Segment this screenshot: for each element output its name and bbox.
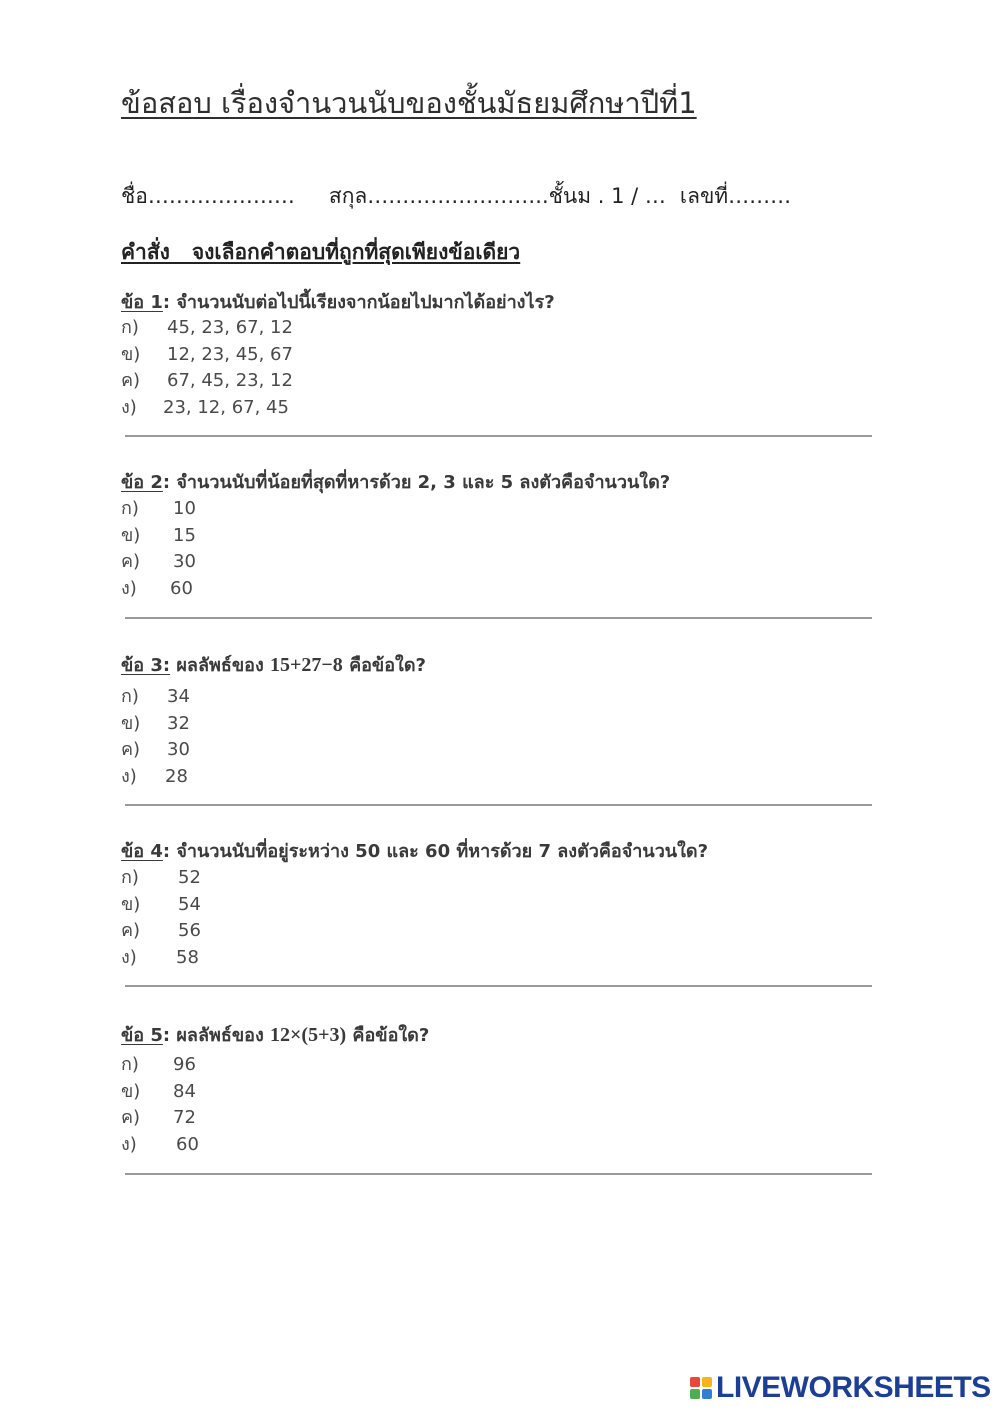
question-text: คือข้อใด? xyxy=(346,1025,430,1046)
question-number: ข้อ 5 xyxy=(121,1025,163,1046)
option-5c[interactable] xyxy=(121,1105,196,1131)
option-value: 10 xyxy=(173,498,196,519)
question-text: : จำนวนนับที่อยู่ระหว่าง 50 และ 60 ที่หารด้วย 7 ลงตัวคือจำนวนใด? xyxy=(162,841,709,862)
option-letter: ค) xyxy=(121,551,141,572)
option-value: 96 xyxy=(173,1054,196,1075)
liveworksheets-logo[interactable] xyxy=(690,1372,991,1404)
question-5 xyxy=(121,1020,429,1049)
math-expression: 15+27−8 xyxy=(270,654,343,676)
option-4a[interactable] xyxy=(121,865,201,891)
option-letter: ค) xyxy=(121,920,141,941)
divider xyxy=(125,985,872,987)
option-1b[interactable] xyxy=(121,342,293,368)
question-number: ข้อ 1 xyxy=(121,292,163,313)
question-number: ข้อ 2 xyxy=(121,472,163,493)
logo-square-red xyxy=(690,1377,700,1387)
option-5a[interactable] xyxy=(121,1052,196,1078)
option-value: 30 xyxy=(173,551,196,572)
option-letter: ก) xyxy=(121,1054,139,1075)
option-value: 45, 23, 67, 12 xyxy=(167,317,293,338)
divider xyxy=(125,804,872,806)
option-value: 54 xyxy=(178,894,201,915)
option-1a[interactable] xyxy=(121,315,293,341)
option-value: 67, 45, 23, 12 xyxy=(167,370,293,391)
option-value: 60 xyxy=(176,1134,199,1155)
option-letter: ง) xyxy=(121,947,137,968)
option-3a[interactable] xyxy=(121,684,190,710)
option-value: 32 xyxy=(167,713,190,734)
option-letter: ก) xyxy=(121,498,139,519)
number-field[interactable]: เลขที่……… xyxy=(679,184,792,208)
option-letter: ข) xyxy=(121,344,141,365)
option-2b[interactable] xyxy=(121,523,196,549)
logo-square-yellow xyxy=(702,1377,712,1387)
option-2c[interactable] xyxy=(121,549,196,575)
option-4b[interactable] xyxy=(121,892,201,918)
option-value: 12, 23, 45, 67 xyxy=(167,344,293,365)
option-2d[interactable] xyxy=(121,576,193,602)
option-letter: ค) xyxy=(121,1107,141,1128)
option-5b[interactable] xyxy=(121,1079,196,1105)
option-letter: ข) xyxy=(121,894,141,915)
option-value: 84 xyxy=(173,1081,196,1102)
logo-text: LIVEWORKSHEETS xyxy=(716,1371,991,1404)
option-3d[interactable] xyxy=(121,764,188,790)
option-4c[interactable] xyxy=(121,918,201,944)
question-text: : ผลลัพธ์ของ xyxy=(162,1025,271,1046)
question-2 xyxy=(121,467,670,496)
option-letter: ง) xyxy=(121,397,137,418)
question-number: ข้อ 3: xyxy=(121,655,171,676)
question-text: : จำนวนนับที่น้อยที่สุดที่หารด้วย 2, 3 และ 5 ลงตัวคือจำนวนใด? xyxy=(162,472,671,493)
question-4 xyxy=(121,836,708,865)
option-value: 34 xyxy=(167,686,190,707)
student-info xyxy=(121,180,791,213)
option-3c[interactable] xyxy=(121,737,190,763)
question-text: คือข้อใด? xyxy=(342,655,426,676)
question-1 xyxy=(121,287,555,316)
question-number: ข้อ 4 xyxy=(121,841,163,862)
option-letter: ค) xyxy=(121,739,141,760)
option-value: 52 xyxy=(178,867,201,888)
instruction: คำสั่ง จงเลือกคำตอบที่ถูกที่สุดเพียงข้อเดียว xyxy=(121,240,521,264)
option-value: 23, 12, 67, 45 xyxy=(163,397,289,418)
option-value: 60 xyxy=(170,578,193,599)
logo-square-green xyxy=(690,1389,700,1399)
option-value: 30 xyxy=(167,739,190,760)
divider xyxy=(125,1173,872,1175)
option-5d[interactable] xyxy=(121,1132,199,1158)
option-value: 58 xyxy=(176,947,199,968)
option-3b[interactable] xyxy=(121,711,190,737)
option-4d[interactable] xyxy=(121,945,199,971)
option-letter: ข) xyxy=(121,713,141,734)
option-letter: ค) xyxy=(121,370,141,391)
divider xyxy=(125,435,872,437)
name-field[interactable]: ชื่อ………………… xyxy=(121,184,295,208)
option-letter: ข) xyxy=(121,1081,141,1102)
question-text: ผลลัพธ์ของ xyxy=(170,655,271,676)
logo-mark-icon xyxy=(690,1377,712,1399)
question-3 xyxy=(121,650,426,679)
option-letter: ก) xyxy=(121,317,139,338)
option-letter: ง) xyxy=(121,1134,137,1155)
divider xyxy=(125,617,872,619)
math-expression: 12×(5+3) xyxy=(270,1024,347,1046)
option-1d[interactable] xyxy=(121,395,289,421)
surname-field[interactable]: สกุล…………………….. xyxy=(328,184,549,208)
option-letter: ก) xyxy=(121,867,139,888)
page-title: ข้อสอบ เรื่องจำนวนนับของชั้นมัธยมศึกษาปีที่1 xyxy=(121,86,697,120)
option-letter: ง) xyxy=(121,766,137,787)
logo-square-blue xyxy=(702,1389,712,1399)
option-2a[interactable] xyxy=(121,496,196,522)
option-value: 56 xyxy=(178,920,201,941)
option-letter: ข) xyxy=(121,525,141,546)
question-text: : จำนวนนับต่อไปนี้เรียงจากน้อยไปมากได้อย่างไร? xyxy=(162,292,555,313)
option-value: 15 xyxy=(173,525,196,546)
option-letter: ก) xyxy=(121,686,139,707)
option-value: 28 xyxy=(165,766,188,787)
option-value: 72 xyxy=(173,1107,196,1128)
option-letter: ง) xyxy=(121,578,137,599)
class-field[interactable]: ชั้นม . 1 / … xyxy=(548,184,666,208)
option-1c[interactable] xyxy=(121,368,293,394)
